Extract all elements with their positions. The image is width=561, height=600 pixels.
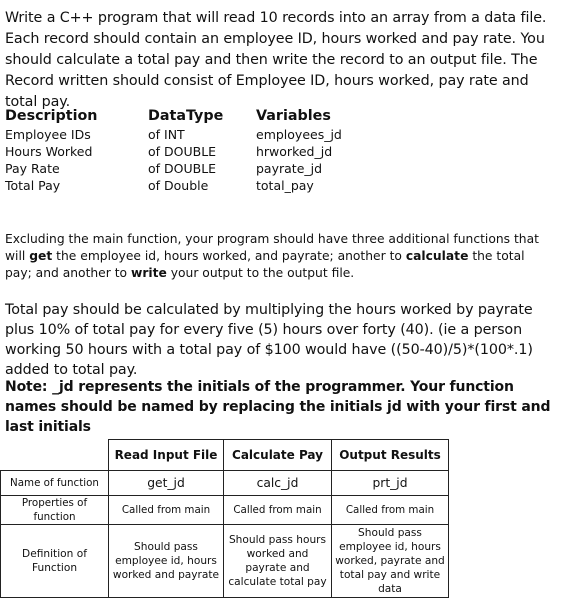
table-cell: get_jd bbox=[109, 471, 224, 496]
datatype-cell: of DOUBLE bbox=[148, 161, 217, 176]
datatype-cell: of DOUBLE bbox=[148, 144, 217, 159]
function-table bbox=[0, 439, 449, 598]
table-row bbox=[1, 471, 449, 496]
table-cell: Should pass employee id, hours worked, payrate and total pay and write data bbox=[332, 525, 449, 598]
column-header: Calculate Pay bbox=[224, 440, 332, 471]
description-header: Description bbox=[5, 108, 98, 124]
variable-cell: hrworked_jd bbox=[256, 144, 333, 159]
description-cell: Total Pay bbox=[5, 178, 61, 193]
datatype-cell: of INT bbox=[148, 127, 185, 142]
table-cell: Called from main bbox=[109, 496, 224, 525]
variables-header: Variables bbox=[256, 108, 331, 124]
note-paragraph: Note: _jd represents the initials of the programmer. Your function names should be named by replacing the initials jd with your first and last initials bbox=[5, 379, 551, 435]
datatype-column bbox=[148, 106, 223, 194]
functions-text: Excluding the main function, your program should have three additional functions that will bbox=[5, 232, 539, 263]
total-pay-paragraph: Total pay should be calculated by multiplying the hours worked by payrate plus 10% of total pay for every five (5) hours over forty (40). (ie a person working 50 hours with a total pay of $100 would have ((50-40)/5)*(100*.1) added to total pay. bbox=[5, 302, 533, 378]
datatype-header: DataType bbox=[148, 108, 224, 124]
row-label: Properties of function bbox=[1, 496, 109, 525]
variable-cell: employees_jd bbox=[256, 127, 342, 142]
table-cell: Should pass hours worked and payrate and calculate total pay bbox=[224, 525, 332, 598]
table-cell: Called from main bbox=[224, 496, 332, 525]
table-cell: Called from main bbox=[332, 496, 449, 525]
description-cell: Hours Worked bbox=[5, 144, 93, 159]
table-cell: prt_jd bbox=[332, 471, 449, 496]
row-label: Definition of Function bbox=[1, 525, 109, 598]
description-cell: Pay Rate bbox=[5, 161, 60, 176]
functions-text: your output to the output file. bbox=[166, 266, 355, 280]
keyword-write: write bbox=[130, 266, 167, 280]
functions-paragraph bbox=[5, 231, 553, 282]
function-table-header-row bbox=[1, 440, 449, 471]
description-column bbox=[5, 106, 97, 194]
row-label: Name of function bbox=[1, 471, 109, 496]
variable-cell: total_pay bbox=[256, 178, 314, 193]
column-header: Read Input File bbox=[109, 440, 224, 471]
description-cell: Employee IDs bbox=[5, 127, 91, 142]
variables-column bbox=[256, 106, 342, 194]
functions-text: the total pay; and another to bbox=[5, 249, 525, 280]
datatype-cell: of Double bbox=[148, 178, 209, 193]
table-cell: Should pass employee id, hours worked and payrate bbox=[109, 525, 224, 598]
blank-corner-cell bbox=[1, 440, 109, 471]
keyword-calculate: calculate bbox=[405, 249, 469, 263]
functions-text: the employee id, hours worked, and payrate; another to bbox=[52, 249, 406, 263]
column-header: Output Results bbox=[332, 440, 449, 471]
table-row bbox=[1, 496, 449, 525]
intro-paragraph: Write a C++ program that will read 10 records into an array from a data file. Each record should contain an employee ID, hours worked and pay rate. You should calculate a total pay and then write the record to an output file. The Record written should consist of Employee ID, hours worked, pay rate and total pay. bbox=[5, 10, 547, 110]
variable-cell: payrate_jd bbox=[256, 161, 323, 176]
keyword-get: get bbox=[29, 249, 53, 263]
table-cell: calc_jd bbox=[224, 471, 332, 496]
table-row bbox=[1, 525, 449, 598]
